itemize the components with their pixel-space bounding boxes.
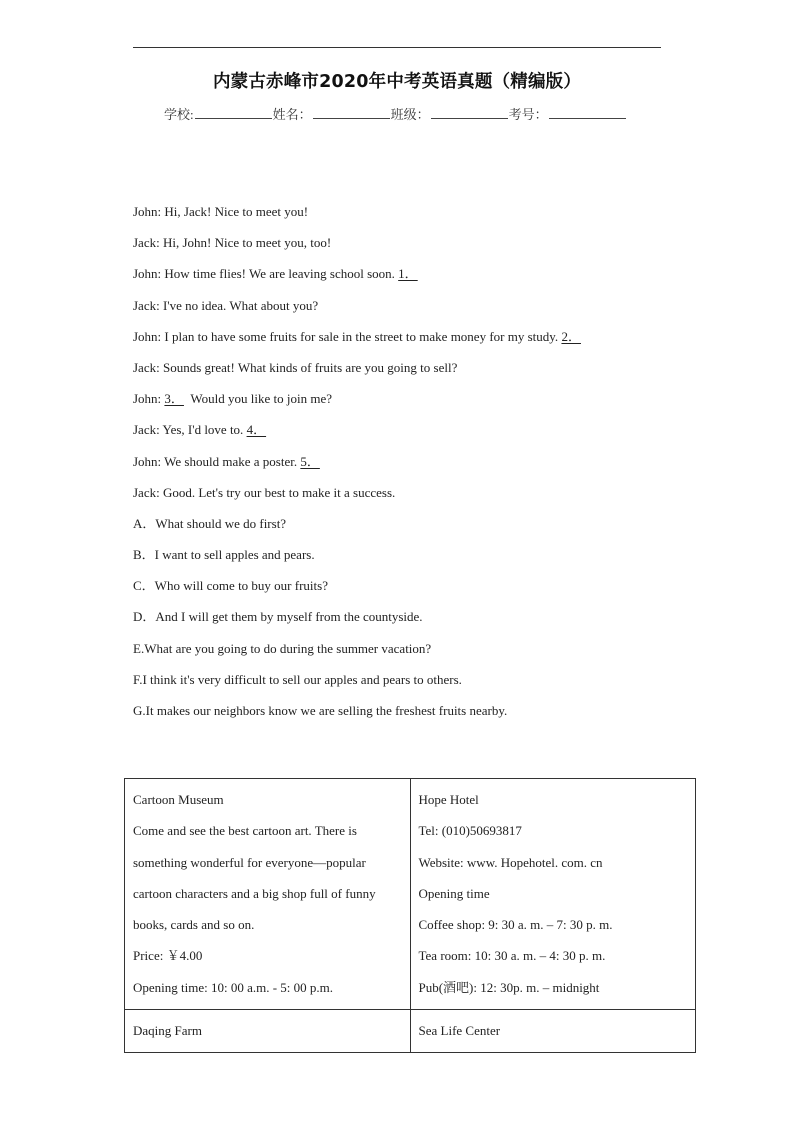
name-field[interactable] xyxy=(313,107,390,119)
answer-blank-3[interactable]: 3． xyxy=(164,391,184,407)
dialogue-line: Jack: Hi, John! Nice to meet you, too! xyxy=(133,235,332,251)
school-label: 学校: xyxy=(164,107,194,122)
class-label: 班级： xyxy=(390,107,430,122)
table-row xyxy=(125,1010,696,1053)
answer-blank-2[interactable]: 2． xyxy=(561,328,581,344)
daqing-farm-cell: Daqing Farm xyxy=(125,1010,411,1053)
option-a: A．What should we do first? xyxy=(133,515,287,531)
option-e: E.What are you going to do during the summer vacation? xyxy=(133,640,432,656)
sea-life-center-cell: Sea Life Center xyxy=(410,1010,696,1053)
dialogue-line: John: I plan to have some fruits for sale in the street to make money for my study. 2． xyxy=(133,327,733,358)
cartoon-museum-cell: Cartoon Museum Come and see the best cartoon art. There is something wonderful for everyone—popular cartoon characters and a big shop full of funny books, cards and so on. Price: ￥4.00 Opening time: 10: 00 a.m. - 5: 00 p.m. xyxy=(125,779,411,1010)
exam-number-field[interactable] xyxy=(549,107,626,119)
dialogue-line: John: 3． Would you like to join me? xyxy=(133,389,733,420)
exam-number-label: 考号： xyxy=(508,107,548,122)
dialogue-section xyxy=(133,202,733,732)
dialogue-line: John: How time flies! We are leaving school soon. 1． xyxy=(133,264,733,295)
class-field[interactable] xyxy=(431,107,508,119)
option-g: G.It makes our neighbors know we are selling the freshest fruits nearby. xyxy=(133,703,508,718)
answer-blank-4[interactable]: 4． xyxy=(246,422,267,438)
answer-blank-5[interactable]: 5． xyxy=(300,453,320,469)
school-field[interactable] xyxy=(195,107,272,119)
dialogue-line: John: We should make a poster. 5． xyxy=(133,452,733,483)
option-b: B．I want to sell apples and pears. xyxy=(133,547,315,563)
dialogue-line: Jack: I've no idea. What about you? xyxy=(133,297,319,313)
dialogue-line: Jack: Yes, I'd love to. 4． xyxy=(133,420,733,451)
answer-blank-1[interactable]: 1． xyxy=(398,266,418,282)
header-rule xyxy=(133,47,661,48)
hope-hotel-cell: Hope Hotel Tel: (010)50693817 Website: www. Hopehotel. com. cn Opening time Coffee shop: 9: 30 a. m. – 7: 30 p. m. Tea room: 10: 30 a. m. – 4: 30 p. m. Pub(酒吧): 12: 30p. m. – midnight xyxy=(410,779,696,1010)
table-row xyxy=(125,779,696,1010)
name-label: 姓名： xyxy=(272,107,312,122)
dialogue-line: John: Hi, Jack! Nice to meet you! xyxy=(133,204,309,219)
page-title: 内蒙古赤峰市2020年中考英语真题（精编版） xyxy=(212,72,582,92)
option-f: F.I think it's very difficult to sell our apples and pears to others. xyxy=(133,671,462,687)
student-info-line xyxy=(164,104,627,123)
option-d: D．And I will get them by myself from the countyside. xyxy=(133,609,423,625)
dialogue-line: Jack: Good. Let's try our best to make it a success. xyxy=(133,484,396,500)
dialogue-line: Jack: Sounds great! What kinds of fruits are you going to sell? xyxy=(133,359,458,375)
places-table xyxy=(124,778,696,1053)
option-c: C．Who will come to buy our fruits? xyxy=(133,578,328,594)
